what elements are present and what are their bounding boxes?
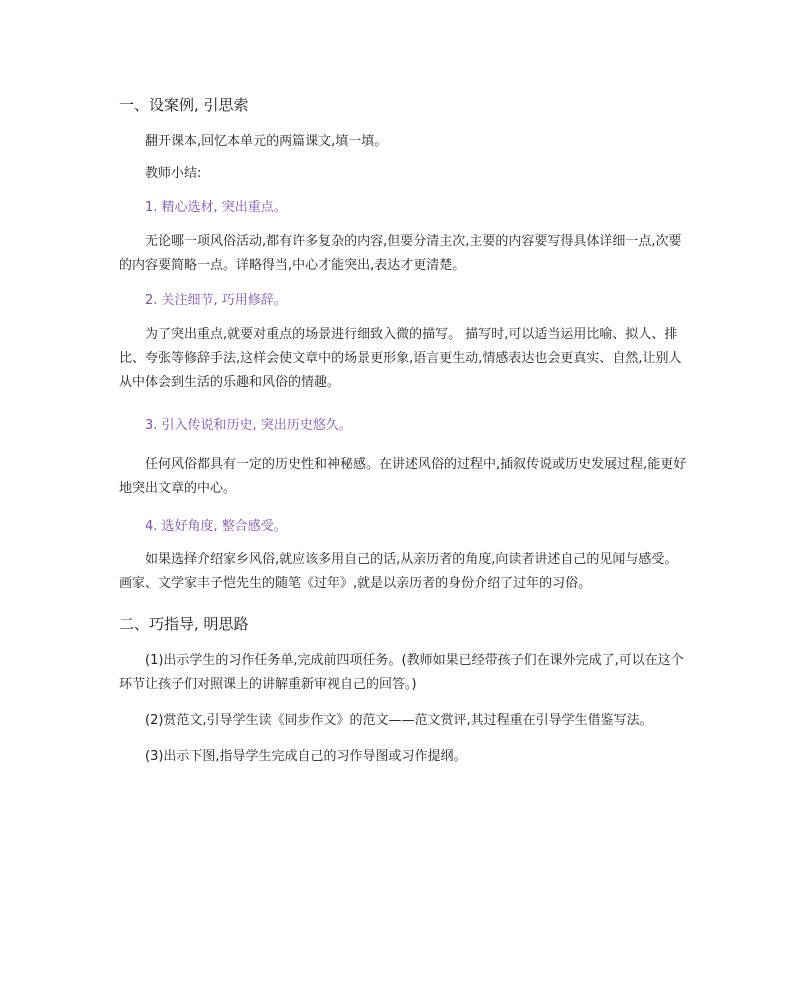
summary-label: 教师小结:	[145, 166, 202, 181]
summary-label-line	[119, 162, 689, 186]
guide-item-2	[119, 709, 689, 733]
point-body-3	[119, 453, 689, 501]
point-body-3-text: 任何风俗都具有一定的历史性和神秘感。在讲述风俗的过程中,插叙传说或历史发展过程,能更好地突出文章的中心。	[119, 457, 687, 496]
guide-item-1-text: (1)出示学生的习作任务单,完成前四项任务。(教师如果已经带孩子们在课外完成了,可以在这个环节让孩子们对照课上的讲解重新审视自己的回答。)	[119, 653, 684, 692]
point-title-2: 2. 关注细节, 巧用修辞。	[145, 293, 287, 308]
point-body-2-text: 为了突出重点,就要对重点的场景进行细致入微的描写。 描写时,可以适当运用比喻、拟人、排比、夸张等修辞手法,这样会使文章中的场景更形象,语言更生动,情感表达也会更真实、自然,让别人从中体会到生活的乐趣和风俗的情趣。	[119, 327, 682, 390]
guide-item-2-text: (2)赏范文,引导学生读《同步作文》的范文——范文赏评,其过程重在引导学生借鉴写法。	[145, 713, 653, 728]
point-body-1	[119, 230, 689, 278]
point-body-2	[119, 323, 689, 395]
point-body-4-text: 如果选择介绍家乡风俗,就应该多用自己的话,从亲历者的角度,向读者讲述自己的见闻与感受。画家、文学家丰子恺先生的随笔《过年》,就是以亲历者的身份介绍了过年的习俗。	[119, 552, 678, 591]
point-body-4	[119, 548, 689, 596]
section-heading-1: 一、设案例, 引思索	[119, 96, 249, 114]
intro-paragraph	[119, 130, 689, 154]
guide-item-3-text: (3)出示下图,指导学生完成自己的习作导图或习作提纲。	[145, 749, 467, 764]
point-title-3: 3. 引入传说和历史, 突出历史悠久。	[145, 418, 352, 433]
guide-item-3	[119, 745, 689, 769]
point-title-4: 4. 选好角度, 整合感受。	[145, 519, 287, 534]
intro-text: 翻开课本,回忆本单元的两篇课文,填一填。	[145, 134, 388, 149]
guide-item-1	[119, 649, 689, 697]
point-body-1-text: 无论哪一项风俗活动,都有许多复杂的内容,但要分清主次,主要的内容要写得具体详细一点,次要的内容要简略一点。详略得当,中心才能突出,表达才更清楚。	[119, 234, 682, 273]
section-heading-2: 二、巧指导, 明思路	[119, 615, 249, 633]
point-title-1: 1. 精心选材, 突出重点。	[145, 200, 287, 215]
